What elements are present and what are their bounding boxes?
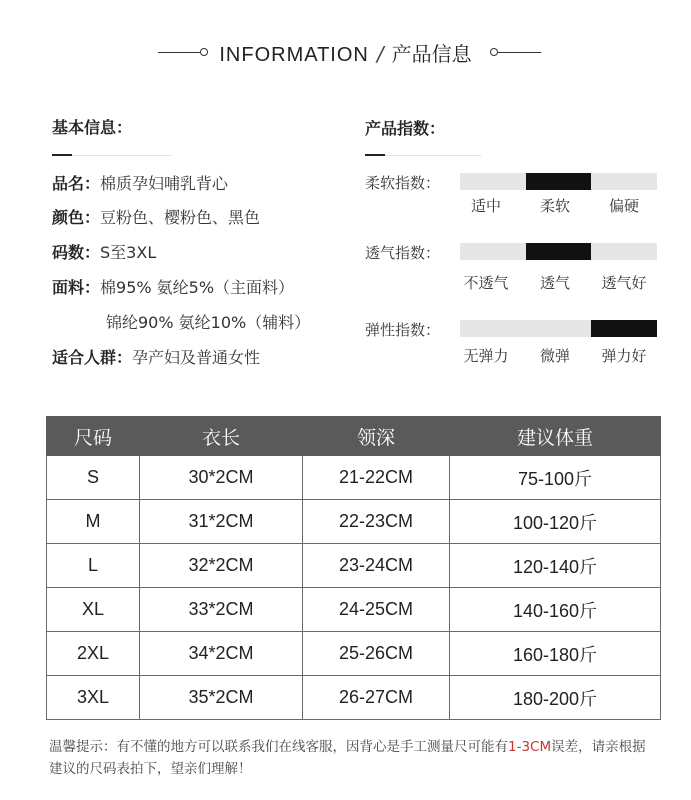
index-option: 柔软 <box>539 197 570 215</box>
table-cell: 120-140斤 <box>450 544 661 588</box>
table-cell: 26-27CM <box>303 676 450 720</box>
table-cell: L <box>47 544 140 588</box>
basic-info-row <box>52 275 294 298</box>
table-row <box>47 632 661 676</box>
basic-info-accent <box>52 154 72 156</box>
basic-info-row <box>52 240 156 263</box>
table-cell: M <box>47 500 140 544</box>
basic-info-label: 码数： <box>52 243 101 262</box>
basic-info-row <box>52 171 228 194</box>
basic-info-value: S至3XL <box>100 243 157 262</box>
table-cell: 75-100斤 <box>450 456 661 500</box>
table-cell: 180-200斤 <box>450 676 661 720</box>
tip-text <box>49 736 659 780</box>
table-cell: XL <box>47 588 140 632</box>
table-cell: 100-120斤 <box>450 500 661 544</box>
table-row <box>47 588 661 632</box>
index-bar-selected <box>526 243 592 260</box>
table-cell: 3XL <box>47 676 140 720</box>
basic-info-value: 孕产妇及普通女性 <box>132 348 261 367</box>
page-title <box>0 38 691 67</box>
table-cell: 32*2CM <box>140 544 303 588</box>
index-option: 偏硬 <box>608 197 639 215</box>
page-title-en: INFORMATION <box>219 44 369 66</box>
indices-rule <box>385 155 481 156</box>
size-table-header: 领深 <box>303 417 450 456</box>
indices-accent <box>365 154 385 156</box>
basic-info-rule <box>72 155 172 156</box>
index-bar-selected <box>526 173 592 190</box>
table-cell: 21-22CM <box>303 456 450 500</box>
table-row <box>47 500 661 544</box>
table-row <box>47 676 661 720</box>
table-cell: 160-180斤 <box>450 632 661 676</box>
basic-info-row <box>52 205 260 228</box>
index-bar-selected <box>591 320 657 337</box>
basic-info-row <box>106 310 310 333</box>
index-label: 柔软指数： <box>365 174 441 192</box>
tip-text-before: 温馨提示：有不懂的地方可以联系我们在线客服，因背心是手工测量尺可能有 <box>49 739 508 755</box>
tip-highlight: 1-3CM <box>508 739 552 755</box>
index-bar <box>460 320 657 337</box>
basic-info-value: 棉95% 氨纶5%（主面料） <box>100 278 295 297</box>
table-cell: 140-160斤 <box>450 588 661 632</box>
table-cell: S <box>47 456 140 500</box>
table-cell: 35*2CM <box>140 676 303 720</box>
index-option: 透气 <box>539 274 570 292</box>
size-table-header: 衣长 <box>140 417 303 456</box>
index-option: 透气好 <box>601 274 647 292</box>
index-option: 不透气 <box>463 274 509 292</box>
table-cell: 2XL <box>47 632 140 676</box>
basic-info-row <box>52 345 260 368</box>
index-option: 弹力好 <box>601 347 647 365</box>
table-cell: 25-26CM <box>303 632 450 676</box>
basic-info-value: 棉质孕妇哺乳背心 <box>100 174 229 193</box>
size-table-header: 尺码 <box>47 417 140 456</box>
basic-info-label: 面料： <box>52 278 101 297</box>
basic-info-label: 适合人群： <box>52 348 133 367</box>
basic-info-label: 品名： <box>52 174 101 193</box>
table-cell: 22-23CM <box>303 500 450 544</box>
tip-text-after: 误差，请亲根据建议的尺码表拍下，望亲们理解！ <box>49 739 646 777</box>
indices-title: 产品指数： <box>365 119 446 138</box>
index-option: 微弹 <box>539 347 570 365</box>
table-cell: 31*2CM <box>140 500 303 544</box>
title-slash: / <box>376 42 384 66</box>
basic-info-title: 基本信息： <box>52 118 133 137</box>
index-option: 适中 <box>470 197 501 215</box>
table-row <box>47 544 661 588</box>
size-table-body <box>47 456 661 720</box>
index-bar <box>460 243 657 260</box>
basic-info-value: 锦纶90% 氨纶10%（辅料） <box>106 313 311 332</box>
page-title-cn: 产品信息 <box>391 42 472 66</box>
size-table-header-row <box>47 417 661 456</box>
index-bar <box>460 173 657 190</box>
table-row <box>47 456 661 500</box>
header-line-right <box>497 52 541 53</box>
basic-info-value: 豆粉色、樱粉色、黑色 <box>100 208 261 227</box>
basic-info-label: 颜色： <box>52 208 101 227</box>
size-table <box>46 416 661 720</box>
table-cell: 23-24CM <box>303 544 450 588</box>
index-option: 无弹力 <box>463 347 509 365</box>
table-cell: 30*2CM <box>140 456 303 500</box>
table-cell: 34*2CM <box>140 632 303 676</box>
index-label: 透气指数： <box>365 244 441 262</box>
table-cell: 24-25CM <box>303 588 450 632</box>
size-table-header: 建议体重 <box>450 417 661 456</box>
index-label: 弹性指数： <box>365 321 441 339</box>
table-cell: 33*2CM <box>140 588 303 632</box>
